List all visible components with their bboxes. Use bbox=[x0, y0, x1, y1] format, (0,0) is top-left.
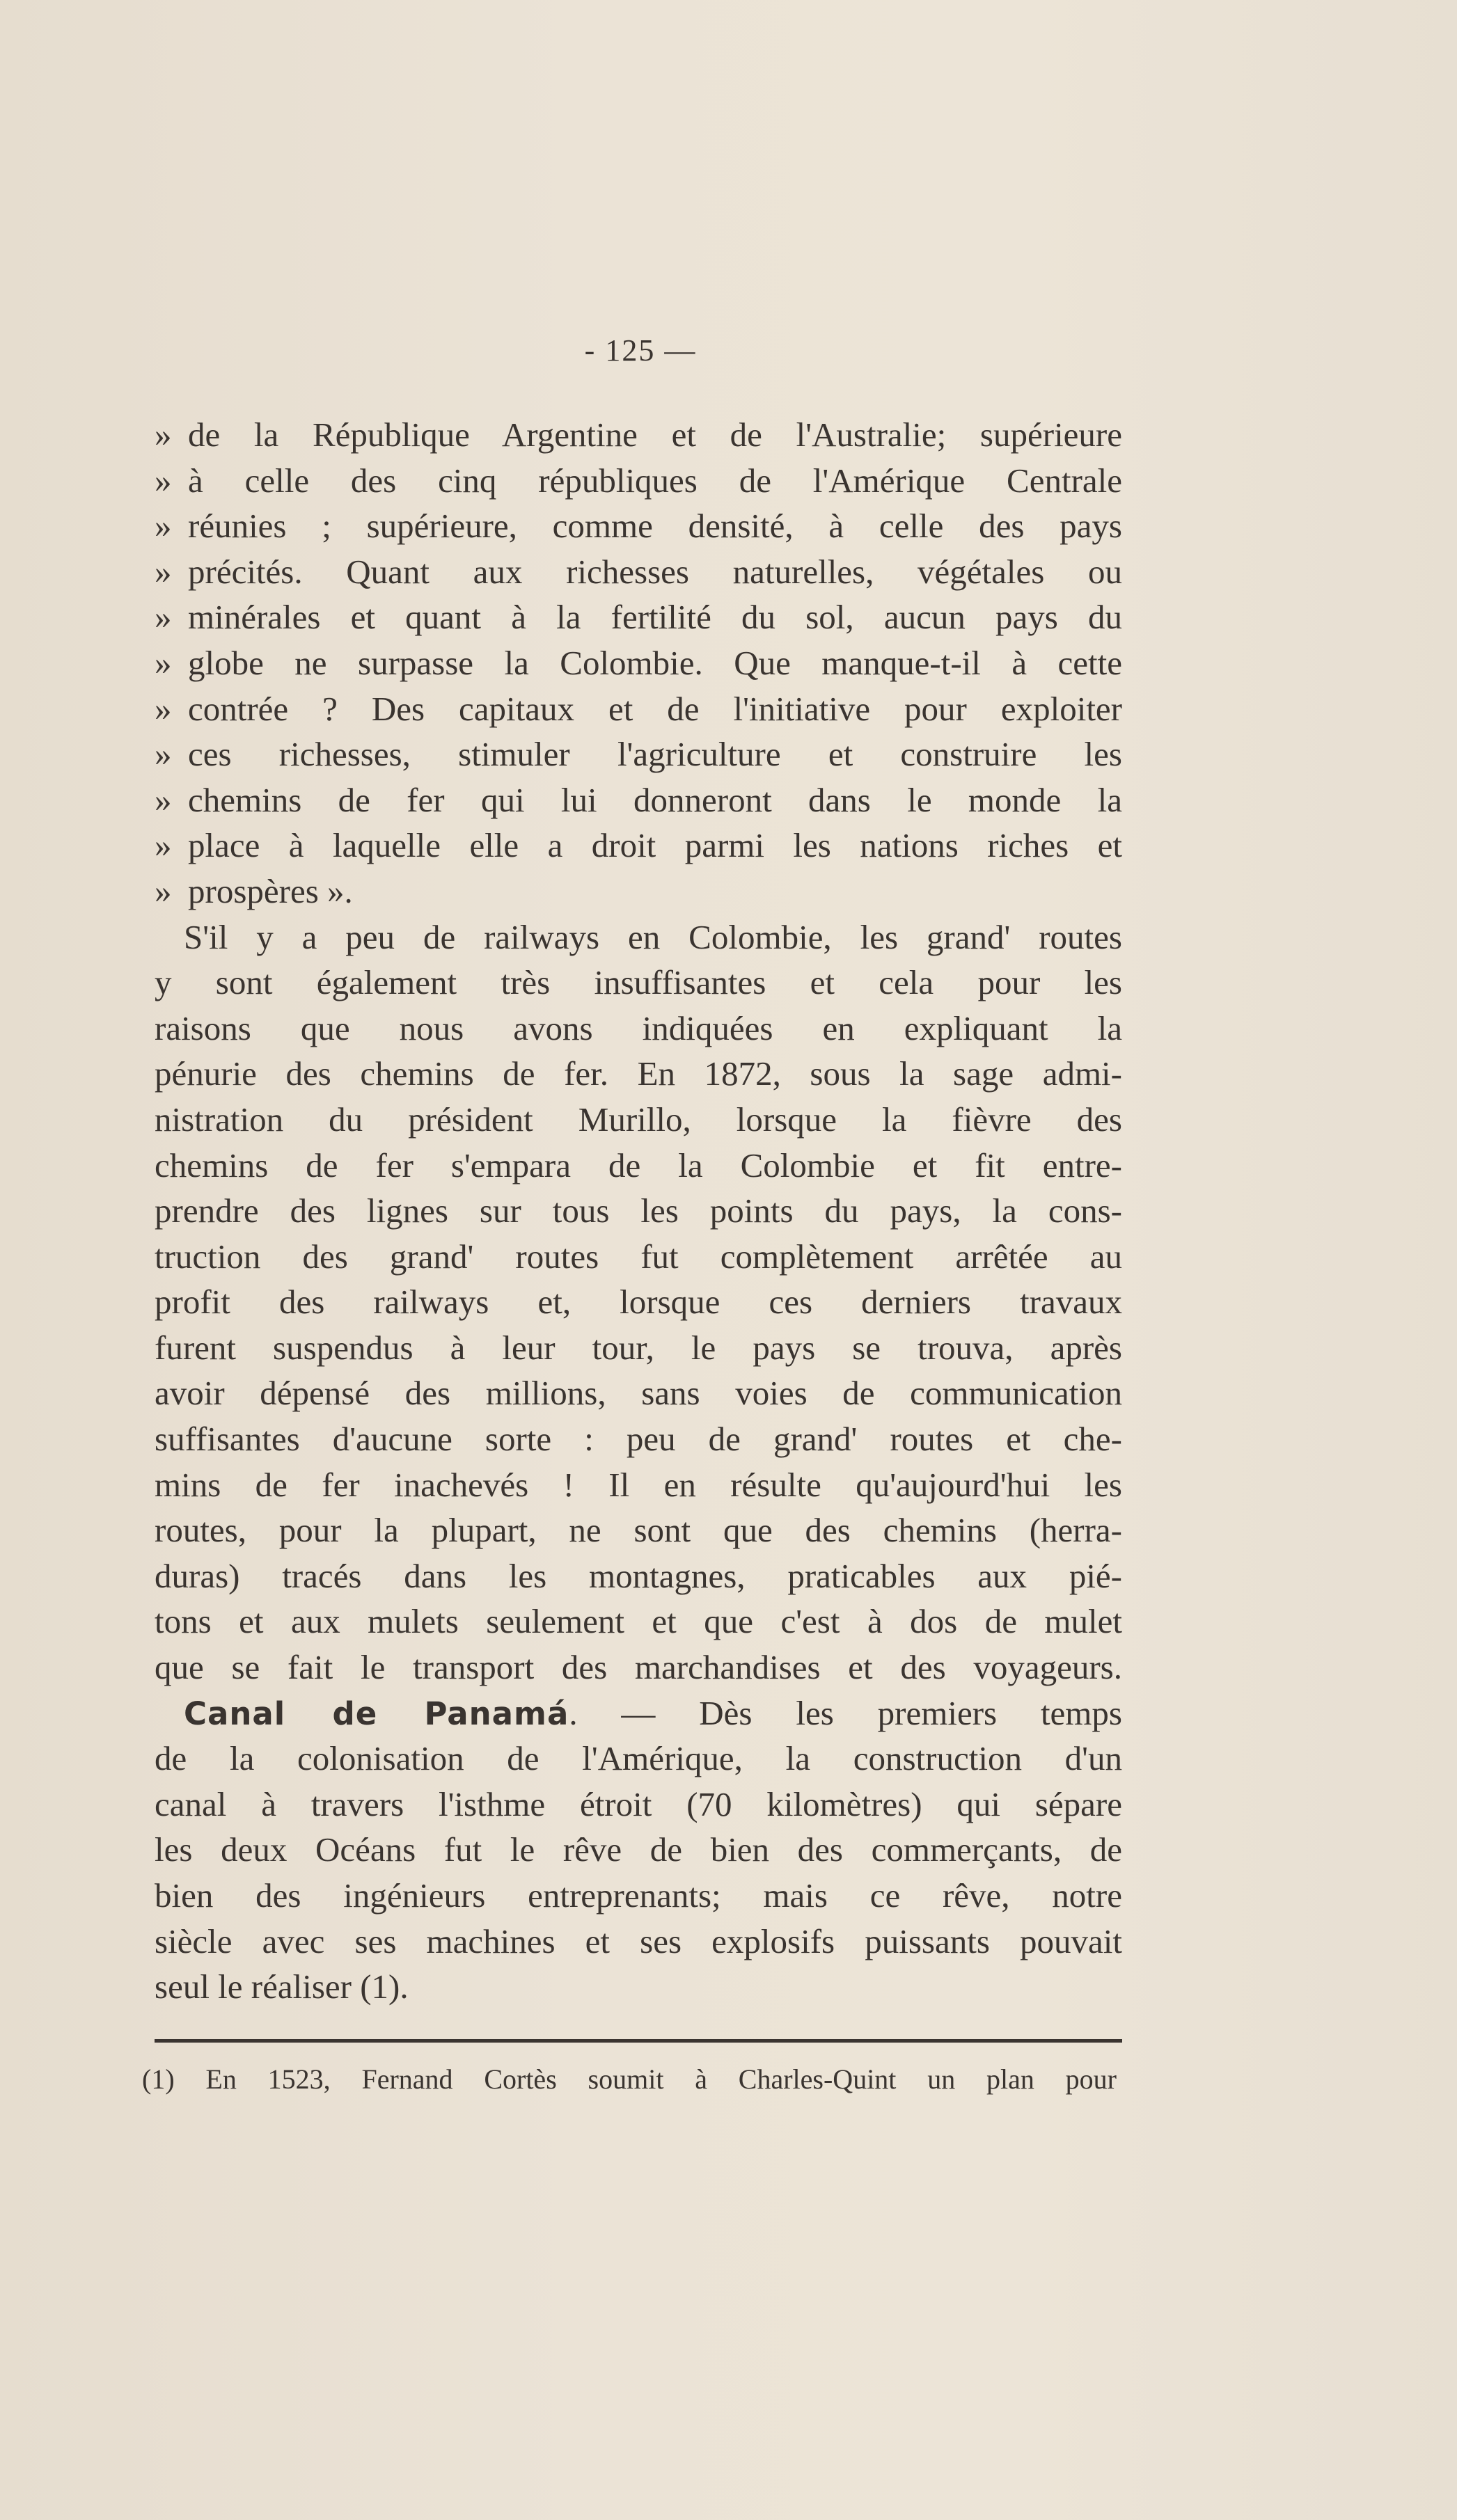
quoted-line: » globe ne surpasse la Colombie. Que manque-t-il à cette bbox=[155, 640, 1122, 686]
footnote-divider bbox=[155, 2039, 1122, 2043]
paragraph-line: avoir dépensé des millions, sans voies de communication bbox=[155, 1374, 1122, 1413]
paragraph-line: siècle avec ses machines et ses explosifs puissants pouvait bbox=[155, 1921, 1122, 1960]
quoted-line: » contrée ? Des capitaux et de l'initiative pour exploiter bbox=[155, 686, 1122, 732]
paragraph-line: de la colonisation de l'Amérique, la construction d'un bbox=[155, 1739, 1122, 1778]
paragraph-line: suffisantes d'aucune sorte : peu de grand' routes et che- bbox=[155, 1420, 1122, 1459]
body-text bbox=[155, 412, 1122, 2010]
quoted-line: » place à laquelle elle a droit parmi les nations riches et bbox=[155, 823, 1122, 869]
guillemet-mark: » bbox=[155, 598, 172, 637]
paragraph-line: raisons que nous avons indiquées en expliquant la bbox=[155, 1008, 1122, 1047]
paragraph-line: seul le réaliser (1). bbox=[155, 1967, 409, 2006]
footnote: (1) En 1523, Fernand Cortès soumit à Charles-Quint un plan pour bbox=[142, 2063, 1117, 2095]
guillemet-mark: » bbox=[155, 780, 172, 819]
quoted-line: » de la République Argentine et de l'Australie; supérieure bbox=[155, 412, 1122, 458]
guillemet-mark: » bbox=[155, 552, 172, 591]
paragraph-line: bien des ingénieurs entreprenants; mais ce rêve, notre bbox=[155, 1876, 1122, 1915]
paragraph-line: chemins de fer s'empara de la Colombie et fit entre- bbox=[155, 1146, 1122, 1184]
quoted-line: » minérales et quant à la fertilité du sol, aucun pays du bbox=[155, 594, 1122, 640]
paragraph-line: duras) tracés dans les montagnes, praticables aux pié- bbox=[155, 1556, 1122, 1595]
quoted-line: » prospères ». bbox=[155, 869, 1122, 914]
paragraph-line: mins de fer inachevés ! Il en résulte qu'aujourd'hui les bbox=[155, 1465, 1122, 1504]
paragraph-line: truction des grand' routes fut complètement arrêtée au bbox=[155, 1237, 1122, 1276]
guillemet-mark: » bbox=[155, 643, 172, 682]
paragraph-line: pénurie des chemins de fer. En 1872, sous la sage admi- bbox=[155, 1054, 1122, 1093]
guillemet-mark: » bbox=[155, 689, 172, 728]
paragraph-line: canal à travers l'isthme étroit (70 kilomètres) qui sépare bbox=[155, 1784, 1122, 1823]
paragraph-line: S'il y a peu de railways en Colombie, les grand' routes bbox=[184, 917, 1122, 956]
paragraph-line: les deux Océans fut le rêve de bien des commerçants, de bbox=[155, 1830, 1122, 1869]
paragraph-line: nistration du président Murillo, lorsque la fièvre des bbox=[155, 1100, 1122, 1139]
guillemet-mark: » bbox=[155, 461, 172, 500]
paragraph-line: que se fait le transport des marchandises et des voyageurs. bbox=[155, 1648, 1122, 1687]
guillemet-mark: » bbox=[155, 871, 172, 910]
page-number: - 125 — bbox=[584, 333, 697, 367]
section-first-line: Canal de Panamá. — Dès les premiers temps bbox=[184, 1693, 1122, 1732]
section-heading: Canal de Panamá bbox=[184, 1695, 569, 1732]
paragraph-line: routes, pour la plupart, ne sont que des chemins (herra- bbox=[155, 1511, 1122, 1550]
quoted-line: » chemins de fer qui lui donneront dans le monde la bbox=[155, 777, 1122, 823]
quoted-line: » à celle des cinq républiques de l'Amérique Centrale bbox=[155, 458, 1122, 504]
paragraph-line: tons et aux mulets seulement et que c'est à dos de mulet bbox=[155, 1602, 1122, 1641]
paragraph-line: prendre des lignes sur tous les points du pays, la cons- bbox=[155, 1191, 1122, 1230]
quoted-line: » réunies ; supérieure, comme densité, à celle des pays bbox=[155, 503, 1122, 549]
guillemet-mark: » bbox=[155, 735, 172, 774]
quoted-line: » précités. Quant aux richesses naturelles, végétales ou bbox=[155, 549, 1122, 595]
paragraph-line: y sont également très insuffisantes et cela pour les bbox=[155, 963, 1122, 1002]
guillemet-mark: » bbox=[155, 826, 172, 865]
paragraph-line: furent suspendus à leur tour, le pays se trouva, après bbox=[155, 1328, 1122, 1367]
quoted-line: » ces richesses, stimuler l'agriculture et construire les bbox=[155, 731, 1122, 777]
guillemet-mark: » bbox=[155, 415, 172, 454]
paragraph-line: profit des railways et, lorsque ces derniers travaux bbox=[155, 1283, 1122, 1322]
guillemet-mark: » bbox=[155, 507, 172, 546]
